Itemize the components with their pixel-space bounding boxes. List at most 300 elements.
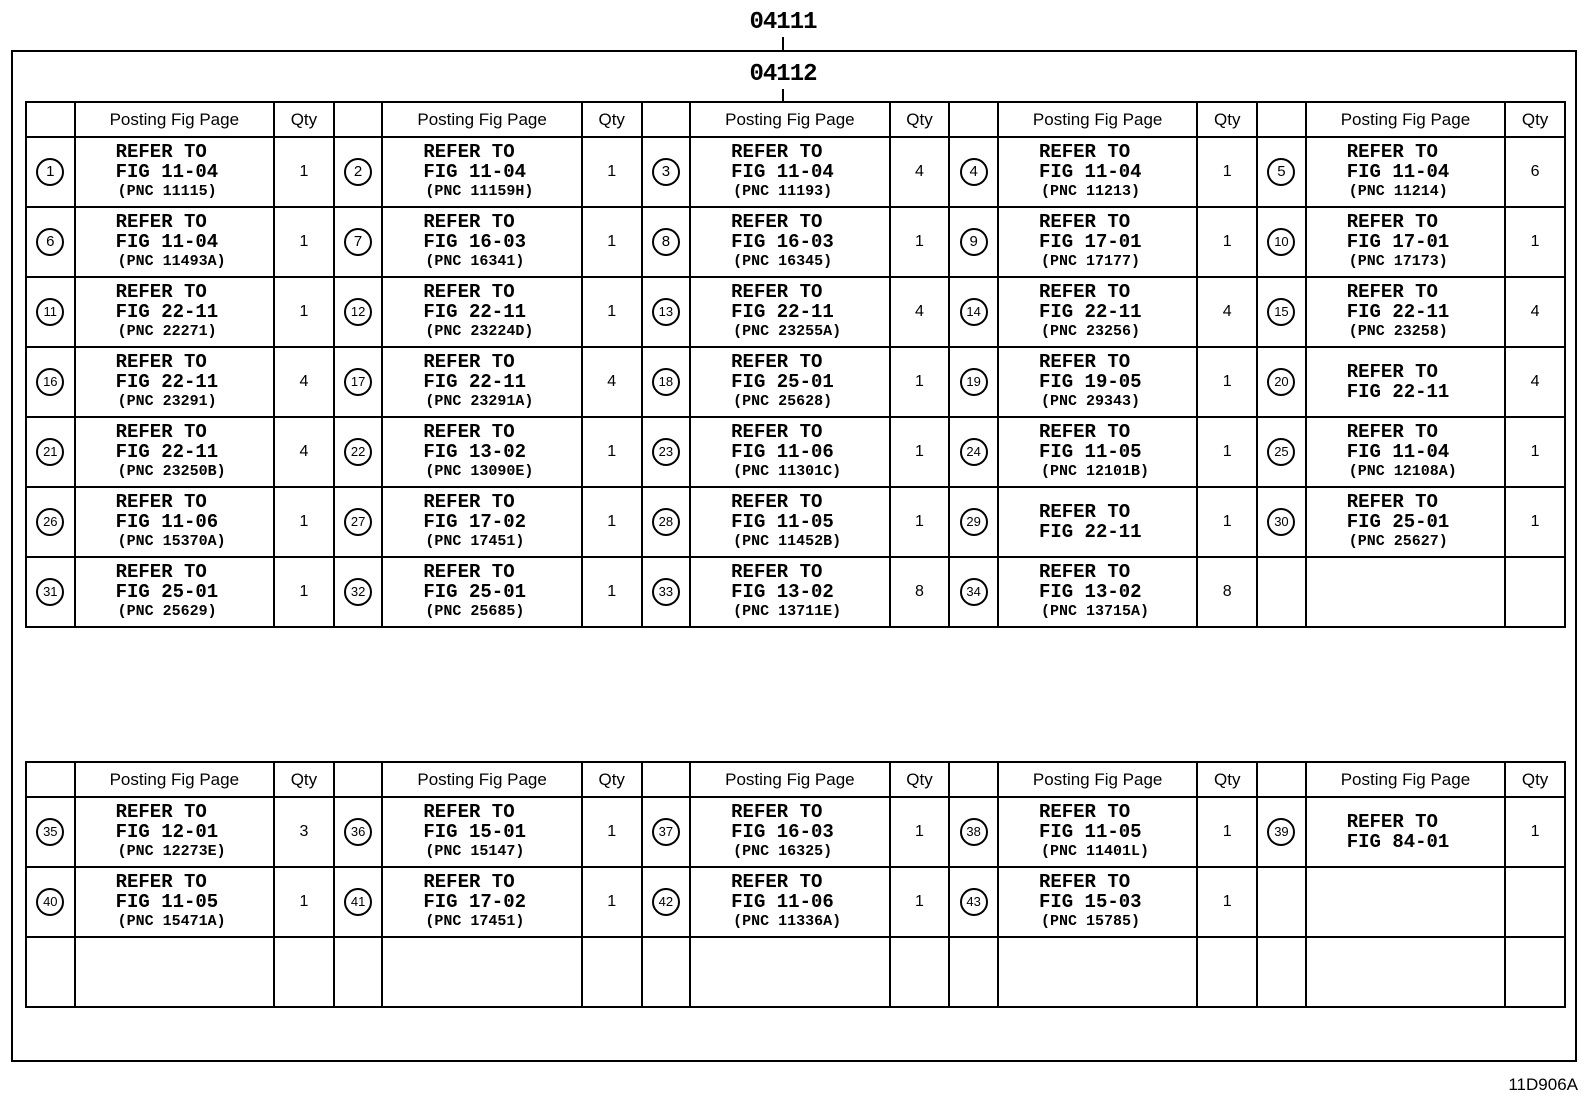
item-number-circle: 10 bbox=[1267, 228, 1295, 256]
fig-reference-cell bbox=[1306, 137, 1505, 207]
fig-page-text: FIG 22-11 bbox=[115, 301, 219, 323]
item-number-circle: 31 bbox=[36, 578, 64, 606]
fig-reference bbox=[76, 422, 273, 482]
refer-to-text: REFER TO bbox=[423, 561, 515, 583]
fig-page-text: FIG 84-01 bbox=[1346, 831, 1450, 853]
fig-page-text: FIG 12-01 bbox=[115, 821, 219, 843]
fig-reference bbox=[383, 422, 580, 482]
item-number-circle: 41 bbox=[344, 888, 372, 916]
item-number-cell bbox=[642, 207, 691, 277]
parts-table-lower bbox=[25, 761, 1566, 1008]
refer-to-text: REFER TO bbox=[1038, 871, 1131, 893]
refer-to-text: REFER TO bbox=[423, 491, 515, 513]
refer-to-text: REFER TO bbox=[1038, 351, 1131, 373]
refer-to-text: REFER TO bbox=[1346, 811, 1438, 833]
pnc-text: (PNC 11301C) bbox=[733, 463, 842, 480]
fig-reference bbox=[1307, 282, 1504, 342]
fig-page-text: FIG 22-11 bbox=[1346, 301, 1450, 323]
header-num-cell bbox=[949, 762, 998, 797]
fig-reference bbox=[76, 282, 273, 342]
pnc-text: (PNC 23291A) bbox=[425, 393, 534, 410]
item-number-circle: 21 bbox=[36, 438, 64, 466]
fig-page-text: FIG 11-06 bbox=[115, 511, 219, 533]
header-num-cell bbox=[334, 762, 383, 797]
fig-reference-cell bbox=[75, 937, 274, 1007]
fig-page-text: FIG 22-11 bbox=[1346, 381, 1450, 403]
fig-reference-cell bbox=[998, 277, 1197, 347]
header-num-cell bbox=[642, 762, 691, 797]
fig-page-text: FIG 11-04 bbox=[115, 161, 219, 183]
item-number-circle: 4 bbox=[960, 158, 988, 186]
refer-to-text: REFER TO bbox=[115, 561, 207, 583]
qty-cell: 1 bbox=[582, 797, 642, 867]
item-number-cell bbox=[26, 867, 75, 937]
item-number-cell bbox=[334, 207, 383, 277]
refer-to-text: REFER TO bbox=[1038, 421, 1131, 443]
header-fig-cell: Posting Fig Page bbox=[382, 102, 581, 137]
fig-reference-cell bbox=[998, 937, 1197, 1007]
fig-reference bbox=[691, 562, 888, 622]
pnc-text: (PNC 16325) bbox=[733, 843, 833, 860]
item-number-cell bbox=[334, 797, 383, 867]
item-number-circle: 40 bbox=[36, 888, 64, 916]
header-num-cell bbox=[1257, 762, 1306, 797]
fig-reference bbox=[383, 142, 580, 202]
fig-reference-cell bbox=[690, 487, 889, 557]
item-number-cell bbox=[26, 417, 75, 487]
header-qty-cell: Qty bbox=[1505, 762, 1565, 797]
qty-cell: 8 bbox=[1197, 557, 1257, 627]
item-number-cell bbox=[642, 347, 691, 417]
qty-cell: 1 bbox=[1505, 417, 1565, 487]
header-qty-cell: Qty bbox=[582, 762, 642, 797]
fig-reference-cell bbox=[382, 487, 581, 557]
fig-reference-cell bbox=[1306, 487, 1505, 557]
fig-reference bbox=[1307, 812, 1504, 852]
table-row bbox=[26, 557, 1565, 627]
fig-page-text: FIG 11-04 bbox=[1038, 161, 1142, 183]
fig-reference-cell bbox=[690, 937, 889, 1007]
item-number-circle: 20 bbox=[1267, 368, 1295, 396]
item-number-cell bbox=[1257, 347, 1306, 417]
pnc-text: (PNC 22271) bbox=[117, 323, 217, 340]
item-number-circle: 35 bbox=[36, 818, 64, 846]
fig-page-text: FIG 13-02 bbox=[423, 441, 526, 463]
item-number-circle: 38 bbox=[960, 818, 988, 846]
pnc-text: (PNC 25628) bbox=[733, 393, 833, 410]
qty-cell: 1 bbox=[274, 277, 334, 347]
fig-reference bbox=[999, 502, 1196, 542]
item-number-cell bbox=[1257, 867, 1306, 937]
refer-to-text: REFER TO bbox=[1038, 801, 1131, 823]
fig-reference-cell bbox=[75, 797, 274, 867]
qty-cell: 1 bbox=[582, 207, 642, 277]
item-number-cell bbox=[26, 487, 75, 557]
header-num-cell bbox=[26, 762, 75, 797]
qty-cell: 1 bbox=[582, 867, 642, 937]
fig-reference bbox=[691, 872, 888, 932]
pnc-text: (PNC 15471A) bbox=[117, 913, 226, 930]
fig-reference bbox=[691, 422, 888, 482]
item-number-circle: 12 bbox=[344, 298, 372, 326]
item-number-circle: 29 bbox=[960, 508, 988, 536]
header-fig-cell: Posting Fig Page bbox=[75, 762, 274, 797]
fig-reference-cell bbox=[75, 277, 274, 347]
item-number-circle: 16 bbox=[36, 368, 64, 396]
header-fig-cell: Posting Fig Page bbox=[690, 762, 889, 797]
fig-page-text: FIG 13-02 bbox=[731, 581, 834, 603]
item-number-cell bbox=[642, 797, 691, 867]
item-number-circle: 7 bbox=[344, 228, 372, 256]
item-number-cell bbox=[334, 487, 383, 557]
fig-reference-cell bbox=[75, 487, 274, 557]
header-fig-cell: Posting Fig Page bbox=[998, 762, 1197, 797]
item-number-cell bbox=[334, 867, 383, 937]
fig-reference-cell bbox=[690, 797, 889, 867]
header-fig-cell: Posting Fig Page bbox=[690, 102, 889, 137]
header-qty-cell: Qty bbox=[1505, 102, 1565, 137]
fig-reference bbox=[76, 802, 273, 862]
assembly-top-label: 04111 bbox=[749, 9, 817, 36]
item-number-cell bbox=[949, 347, 998, 417]
item-number-cell bbox=[949, 487, 998, 557]
pnc-text: (PNC 23224D) bbox=[425, 323, 534, 340]
fig-reference-cell bbox=[690, 347, 889, 417]
qty-cell bbox=[274, 937, 334, 1007]
item-number-cell bbox=[1257, 937, 1306, 1007]
fig-page-text: FIG 11-06 bbox=[731, 891, 834, 913]
pnc-text: (PNC 23258) bbox=[1348, 323, 1448, 340]
fig-reference bbox=[999, 802, 1196, 862]
table-row bbox=[26, 347, 1565, 417]
refer-to-text: REFER TO bbox=[1038, 141, 1131, 163]
fig-reference bbox=[76, 142, 273, 202]
fig-reference-cell bbox=[382, 937, 581, 1007]
fig-reference-cell bbox=[998, 557, 1197, 627]
qty-cell: 1 bbox=[1197, 207, 1257, 277]
header-fig-cell: Posting Fig Page bbox=[1306, 102, 1505, 137]
item-number-cell bbox=[26, 797, 75, 867]
item-number-circle: 18 bbox=[652, 368, 680, 396]
header-qty-cell: Qty bbox=[274, 102, 334, 137]
qty-cell: 8 bbox=[890, 557, 950, 627]
pnc-text: (PNC 13715A) bbox=[1040, 603, 1149, 620]
refer-to-text: REFER TO bbox=[1346, 141, 1438, 163]
fig-page-text: FIG 17-02 bbox=[423, 891, 526, 913]
header-qty-cell: Qty bbox=[274, 762, 334, 797]
header-qty-cell: Qty bbox=[1197, 762, 1257, 797]
pnc-text: (PNC 23256) bbox=[1040, 323, 1140, 340]
item-number-cell bbox=[642, 557, 691, 627]
item-number-circle: 36 bbox=[344, 818, 372, 846]
fig-reference-cell bbox=[690, 417, 889, 487]
fig-page-text: FIG 25-01 bbox=[423, 581, 526, 603]
fig-page-text: FIG 25-01 bbox=[731, 371, 834, 393]
item-number-circle: 24 bbox=[960, 438, 988, 466]
qty-cell: 4 bbox=[274, 347, 334, 417]
fig-reference bbox=[999, 422, 1196, 482]
fig-reference-cell bbox=[75, 137, 274, 207]
pnc-text: (PNC 11493A) bbox=[117, 253, 226, 270]
pnc-text: (PNC 23250B) bbox=[117, 463, 226, 480]
header-qty-cell: Qty bbox=[1197, 102, 1257, 137]
fig-reference bbox=[691, 802, 888, 862]
refer-to-text: REFER TO bbox=[1346, 281, 1438, 303]
fig-page-text: FIG 11-04 bbox=[1346, 161, 1450, 183]
fig-page-text: FIG 25-01 bbox=[1346, 511, 1450, 533]
qty-cell: 4 bbox=[1505, 347, 1565, 417]
table-row bbox=[26, 797, 1565, 867]
refer-to-text: REFER TO bbox=[423, 421, 515, 443]
qty-cell: 1 bbox=[1197, 137, 1257, 207]
qty-cell: 4 bbox=[890, 277, 950, 347]
item-number-cell bbox=[26, 557, 75, 627]
fig-page-text: FIG 22-11 bbox=[115, 371, 219, 393]
fig-reference bbox=[999, 352, 1196, 412]
qty-cell bbox=[1505, 867, 1565, 937]
item-number-cell bbox=[949, 207, 998, 277]
fig-reference bbox=[1307, 492, 1504, 552]
pnc-text: (PNC 17451) bbox=[425, 913, 525, 930]
fig-reference bbox=[999, 212, 1196, 272]
item-number-cell bbox=[334, 557, 383, 627]
fig-page-text: FIG 19-05 bbox=[1038, 371, 1142, 393]
fig-reference-cell bbox=[1306, 867, 1505, 937]
fig-reference bbox=[691, 212, 888, 272]
fig-page-text: FIG 11-05 bbox=[1038, 441, 1142, 463]
item-number-cell bbox=[1257, 207, 1306, 277]
qty-cell: 1 bbox=[890, 487, 950, 557]
pnc-text: (PNC 11193) bbox=[733, 183, 833, 200]
fig-reference bbox=[1307, 422, 1504, 482]
refer-to-text: REFER TO bbox=[731, 561, 823, 583]
pnc-text: (PNC 11115) bbox=[117, 183, 217, 200]
item-number-cell bbox=[1257, 557, 1306, 627]
refer-to-text: REFER TO bbox=[115, 351, 207, 373]
item-number-circle: 28 bbox=[652, 508, 680, 536]
qty-cell: 6 bbox=[1505, 137, 1565, 207]
fig-reference-cell bbox=[382, 797, 581, 867]
item-number-circle: 30 bbox=[1267, 508, 1295, 536]
fig-page-text: FIG 11-06 bbox=[731, 441, 834, 463]
header-fig-cell: Posting Fig Page bbox=[1306, 762, 1505, 797]
fig-reference-cell bbox=[75, 347, 274, 417]
fig-reference bbox=[999, 562, 1196, 622]
fig-reference-cell bbox=[998, 487, 1197, 557]
assembly-sub-label: 04112 bbox=[749, 61, 817, 88]
qty-cell: 1 bbox=[1505, 487, 1565, 557]
header-qty-cell: Qty bbox=[890, 102, 950, 137]
qty-cell: 1 bbox=[890, 797, 950, 867]
item-number-circle: 42 bbox=[652, 888, 680, 916]
item-number-cell bbox=[642, 937, 691, 1007]
pnc-text: (PNC 12273E) bbox=[117, 843, 226, 860]
fig-reference-cell bbox=[998, 207, 1197, 277]
pnc-text: (PNC 23291) bbox=[117, 393, 217, 410]
refer-to-text: REFER TO bbox=[731, 871, 823, 893]
refer-to-text: REFER TO bbox=[1038, 211, 1131, 233]
fig-page-text: FIG 22-11 bbox=[423, 301, 526, 323]
refer-to-text: REFER TO bbox=[423, 801, 515, 823]
fig-reference-cell bbox=[75, 867, 274, 937]
pnc-text: (PNC 17177) bbox=[1040, 253, 1140, 270]
item-number-circle: 6 bbox=[36, 228, 64, 256]
fig-reference bbox=[76, 212, 273, 272]
fig-page-text: FIG 15-03 bbox=[1038, 891, 1142, 913]
qty-cell: 1 bbox=[890, 867, 950, 937]
refer-to-text: REFER TO bbox=[731, 281, 823, 303]
item-number-cell bbox=[949, 937, 998, 1007]
fig-reference bbox=[691, 142, 888, 202]
fig-page-text: FIG 22-11 bbox=[1038, 301, 1142, 323]
fig-page-text: FIG 15-01 bbox=[423, 821, 526, 843]
qty-cell: 1 bbox=[1505, 797, 1565, 867]
fig-page-text: FIG 16-03 bbox=[423, 231, 526, 253]
item-number-cell bbox=[949, 277, 998, 347]
refer-to-text: REFER TO bbox=[115, 491, 207, 513]
pnc-text: (PNC 12101B) bbox=[1040, 463, 1149, 480]
pnc-text: (PNC 11213) bbox=[1040, 183, 1140, 200]
fig-page-text: FIG 16-03 bbox=[731, 821, 834, 843]
fig-page-text: FIG 16-03 bbox=[731, 231, 834, 253]
header-qty-cell: Qty bbox=[890, 762, 950, 797]
fig-reference bbox=[1307, 142, 1504, 202]
fig-page-text: FIG 22-11 bbox=[423, 371, 526, 393]
item-number-cell bbox=[642, 867, 691, 937]
fig-reference-cell bbox=[1306, 417, 1505, 487]
refer-to-text: REFER TO bbox=[115, 871, 207, 893]
header-qty-cell: Qty bbox=[582, 102, 642, 137]
item-number-cell bbox=[642, 417, 691, 487]
fig-page-text: FIG 11-05 bbox=[115, 891, 219, 913]
qty-cell: 1 bbox=[274, 207, 334, 277]
pnc-text: (PNC 16345) bbox=[733, 253, 833, 270]
item-number-circle: 17 bbox=[344, 368, 372, 396]
qty-cell: 1 bbox=[1197, 797, 1257, 867]
fig-page-text: FIG 11-04 bbox=[423, 161, 526, 183]
pnc-text: (PNC 12108A) bbox=[1348, 463, 1457, 480]
pnc-text: (PNC 23255A) bbox=[733, 323, 842, 340]
item-number-circle: 3 bbox=[652, 158, 680, 186]
refer-to-text: REFER TO bbox=[1038, 561, 1131, 583]
refer-to-text: REFER TO bbox=[731, 211, 823, 233]
fig-page-text: FIG 17-01 bbox=[1346, 231, 1450, 253]
qty-cell: 1 bbox=[582, 487, 642, 557]
pnc-text: (PNC 17451) bbox=[425, 533, 525, 550]
item-number-circle: 23 bbox=[652, 438, 680, 466]
table-header-row bbox=[26, 762, 1565, 797]
qty-cell bbox=[582, 937, 642, 1007]
qty-cell: 4 bbox=[1505, 277, 1565, 347]
item-number-cell bbox=[949, 557, 998, 627]
item-number-cell bbox=[334, 937, 383, 1007]
fig-page-text: FIG 17-01 bbox=[1038, 231, 1142, 253]
item-number-cell bbox=[1257, 487, 1306, 557]
item-number-cell bbox=[26, 347, 75, 417]
qty-cell bbox=[1505, 557, 1565, 627]
pnc-text: (PNC 11336A) bbox=[733, 913, 842, 930]
pnc-text: (PNC 16341) bbox=[425, 253, 525, 270]
fig-reference-cell bbox=[690, 207, 889, 277]
fig-reference bbox=[383, 492, 580, 552]
qty-cell bbox=[1197, 937, 1257, 1007]
refer-to-text: REFER TO bbox=[115, 141, 207, 163]
fig-page-text: FIG 22-11 bbox=[115, 441, 219, 463]
header-num-cell bbox=[949, 102, 998, 137]
refer-to-text: REFER TO bbox=[423, 871, 515, 893]
qty-cell: 1 bbox=[1197, 347, 1257, 417]
item-number-circle: 9 bbox=[960, 228, 988, 256]
fig-reference-cell bbox=[998, 797, 1197, 867]
item-number-cell bbox=[949, 797, 998, 867]
fig-reference bbox=[1307, 362, 1504, 402]
header-fig-cell: Posting Fig Page bbox=[998, 102, 1197, 137]
refer-to-text: REFER TO bbox=[731, 141, 823, 163]
fig-reference bbox=[76, 872, 273, 932]
item-number-circle: 22 bbox=[344, 438, 372, 466]
qty-cell: 1 bbox=[274, 557, 334, 627]
pnc-text: (PNC 13711E) bbox=[733, 603, 842, 620]
table-row bbox=[26, 417, 1565, 487]
fig-reference-cell bbox=[382, 137, 581, 207]
fig-page-text: FIG 17-02 bbox=[423, 511, 526, 533]
fig-reference bbox=[999, 142, 1196, 202]
item-number-cell bbox=[26, 137, 75, 207]
fig-reference-cell bbox=[382, 207, 581, 277]
refer-to-text: REFER TO bbox=[731, 491, 823, 513]
qty-cell: 1 bbox=[274, 487, 334, 557]
item-number-circle: 14 bbox=[960, 298, 988, 326]
item-number-circle: 19 bbox=[960, 368, 988, 396]
refer-to-text: REFER TO bbox=[1038, 281, 1131, 303]
qty-cell: 1 bbox=[1505, 207, 1565, 277]
pnc-text: (PNC 15785) bbox=[1040, 913, 1140, 930]
fig-page-text: FIG 11-04 bbox=[1346, 441, 1450, 463]
fig-page-text: FIG 13-02 bbox=[1038, 581, 1142, 603]
pnc-text: (PNC 25629) bbox=[117, 603, 217, 620]
item-number-circle: 33 bbox=[652, 578, 680, 606]
fig-reference bbox=[383, 872, 580, 932]
item-number-cell bbox=[26, 207, 75, 277]
header-num-cell bbox=[642, 102, 691, 137]
fig-reference-cell bbox=[690, 557, 889, 627]
fig-reference bbox=[383, 282, 580, 342]
fig-page-text: FIG 11-04 bbox=[115, 231, 219, 253]
qty-cell: 1 bbox=[582, 277, 642, 347]
fig-page-text: FIG 11-04 bbox=[731, 161, 834, 183]
qty-cell: 3 bbox=[274, 797, 334, 867]
item-number-circle: 43 bbox=[960, 888, 988, 916]
item-number-circle: 8 bbox=[652, 228, 680, 256]
pnc-text: (PNC 17173) bbox=[1348, 253, 1448, 270]
qty-cell: 1 bbox=[274, 867, 334, 937]
fig-reference-cell bbox=[1306, 797, 1505, 867]
fig-reference bbox=[691, 282, 888, 342]
qty-cell: 4 bbox=[274, 417, 334, 487]
fig-reference bbox=[691, 492, 888, 552]
refer-to-text: REFER TO bbox=[731, 801, 823, 823]
item-number-circle: 27 bbox=[344, 508, 372, 536]
item-number-cell bbox=[1257, 137, 1306, 207]
qty-cell: 1 bbox=[890, 417, 950, 487]
item-number-cell bbox=[642, 277, 691, 347]
header-num-cell bbox=[334, 102, 383, 137]
refer-to-text: REFER TO bbox=[423, 211, 515, 233]
qty-cell: 4 bbox=[1197, 277, 1257, 347]
item-number-cell bbox=[334, 137, 383, 207]
pnc-text: (PNC 11401L) bbox=[1040, 843, 1149, 860]
qty-cell: 1 bbox=[1197, 487, 1257, 557]
